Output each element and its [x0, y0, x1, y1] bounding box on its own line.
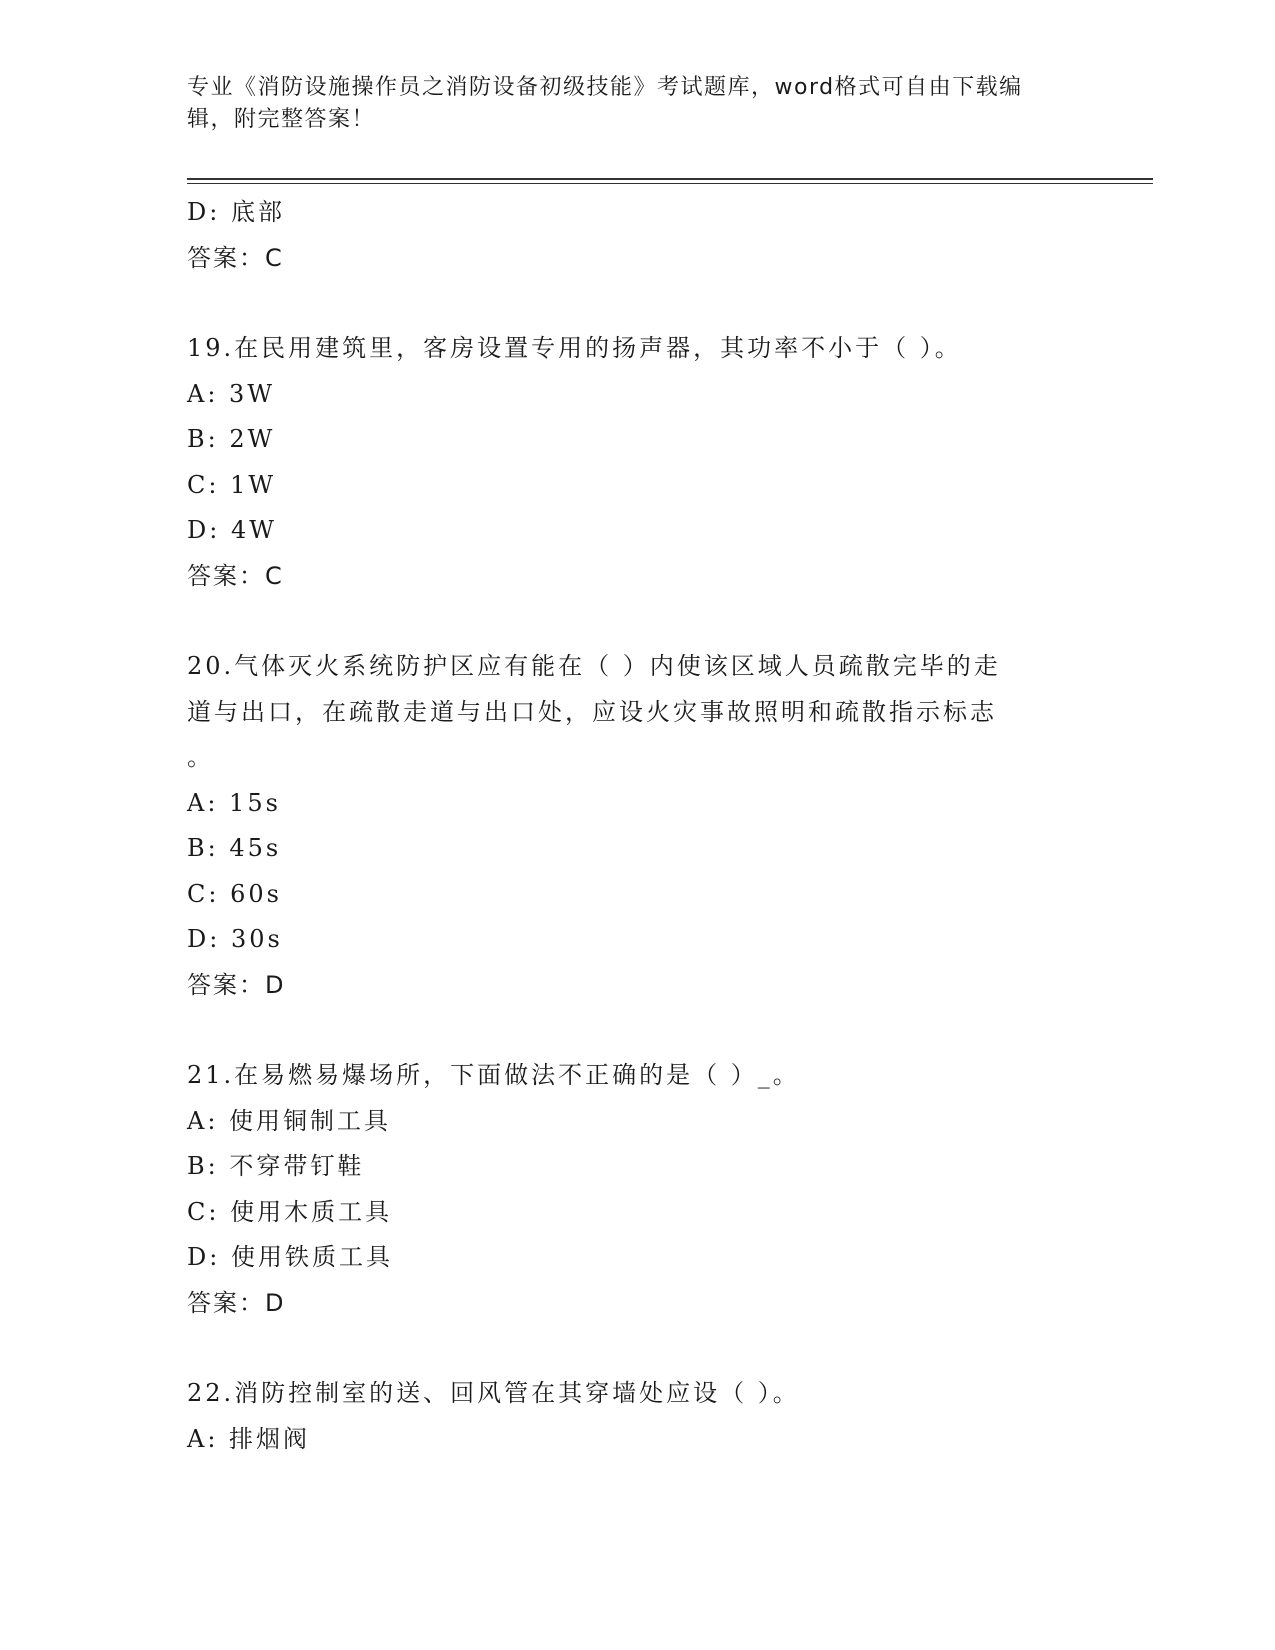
question-block-21	[187, 1053, 1087, 1326]
question-text-line-2: 道与出口，在疏散走道与出口处，应设火灾事故照明和疏散指示标志	[187, 697, 997, 726]
spacer	[187, 281, 1087, 326]
option-d: D: 4W	[187, 516, 277, 544]
option-b: B: 不穿带钉鞋	[187, 1152, 365, 1180]
option-b: B: 45s	[187, 834, 282, 862]
option-a: A: 使用铜制工具	[187, 1106, 392, 1135]
option-c: C: 1W	[187, 470, 277, 499]
option-d: D: 30s	[187, 925, 283, 953]
option-b: B: 2W	[187, 425, 276, 453]
header-divider-thin	[187, 183, 1153, 184]
option-d: D: 底部	[187, 198, 285, 226]
answer-line: 答案：C	[187, 561, 284, 590]
question-text: 22.消防控制室的送、回风管在其穿墙处应设（ ）。	[187, 1379, 800, 1407]
option-a: A: 15s	[187, 788, 281, 817]
option-a: A: 3W	[187, 379, 275, 408]
question-text-line-3: 。	[187, 743, 214, 771]
question-text: 21.在易燃易爆场所，下面做法不正确的是（ ）_。	[187, 1061, 800, 1089]
header-line-1: 专业《消防设施操作员之消防设备初级技能》考试题库，word格式可自由下载编	[187, 75, 1023, 100]
question-block-22	[187, 1371, 1087, 1462]
option-c: C: 60s	[187, 879, 282, 908]
spacer	[187, 1326, 1087, 1371]
question-block-19	[187, 326, 1087, 599]
spacer	[187, 1008, 1087, 1053]
option-d: D: 使用铁质工具	[187, 1243, 393, 1271]
header-line-2: 辑，附完整答案！	[187, 107, 376, 132]
question-list	[187, 190, 1087, 1462]
question-block-18	[187, 190, 1087, 281]
answer-line: 答案：D	[187, 1288, 286, 1317]
header-divider-thick	[187, 178, 1153, 180]
spacer	[187, 599, 1087, 644]
answer-line: 答案：C	[187, 243, 284, 272]
document-header	[187, 72, 1087, 136]
answer-line: 答案：D	[187, 970, 286, 999]
question-text: 19.在民用建筑里，客房设置专用的扬声器，其功率不小于（ ）。	[187, 334, 962, 362]
option-c: C: 使用木质工具	[187, 1197, 393, 1226]
question-text-line-1: 20.气体灭火系统防护区应有能在（ ）内使该区域人员疏散完毕的走	[187, 652, 1001, 680]
option-a: A: 排烟阀	[187, 1424, 311, 1453]
question-block-20	[187, 644, 1087, 1008]
